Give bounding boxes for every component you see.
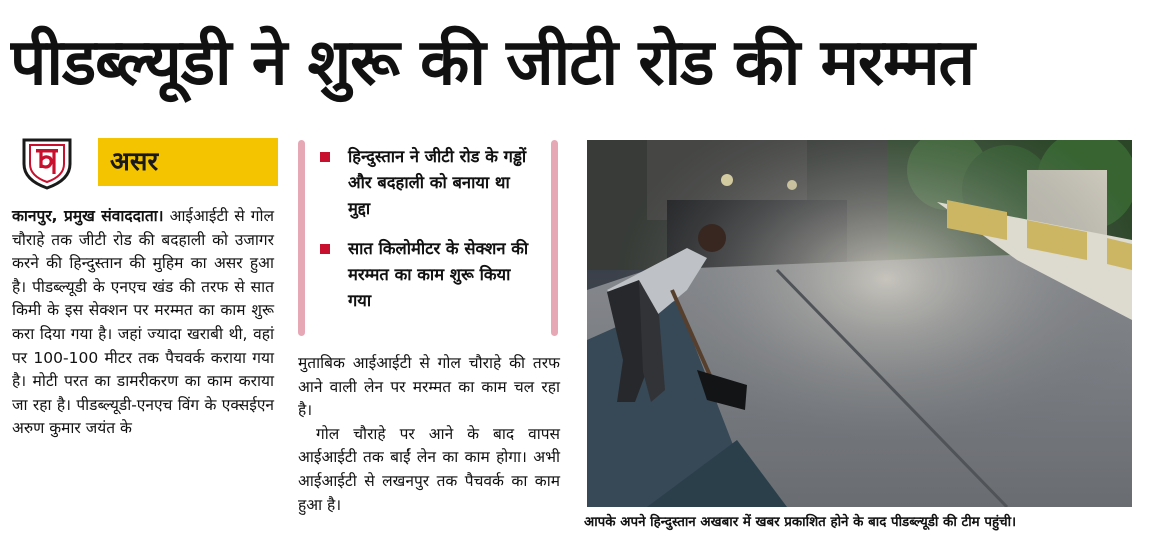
photo-caption: आपके अपने हिन्दुस्तान अखबार में खबर प्रकाशित होने के बाद पीडब्ल्यूडी की टीम पहुंची। [584,515,1017,530]
highlights-box [298,140,558,336]
highlights-border-left [298,140,305,336]
bullet-square-icon [320,244,330,254]
column2-para2: गोल चौराहे पर आने के बाद वापस आईआईटी तक बाईं लेन का काम होगा। अभी आईआईटी से लखनपुर तक पैचवर्क का काम हुआ है। [298,424,560,514]
column1-text: आईआईटी से गोल चौराहे तक जीटी रोड की बदहाली को उजागर करने की हिन्दुस्तान की मुहिम का असर हुआ है। पीडब्ल्यूडी के एनएच खंड की तरफ से सात किमी के इस सेक्शन पर मरम्मत का काम शुरू करा दिया गया है। जहां ज्यादा खराबी थी, वहां पर 100-100 मीटर तक पैचवर्क कराया गया है। मोटी परत का डामरीकरण का काम कराया जा रहा है। पीडब्ल्यूडी-एनएच विंग के एक्सईएन अरुण कुमार जयंत के [12,207,274,438]
dateline: कानपुर, प्रमुख संवाददाता। [12,207,164,225]
article-column-2 [298,352,560,517]
asar-badge [12,134,270,190]
badge-label: असर [110,147,159,177]
highlights-border-right [551,140,558,336]
highlight-item [320,144,530,222]
article-column-1 [12,205,274,441]
highlight-text-2: सात किलोमीटर के सेक्शन की मरम्मत का काम शुरू किया गया [348,239,529,310]
highlight-item [320,236,530,314]
headline: पीडब्ल्यूडी ने शुरू की जीटी रोड की मरम्मत [10,26,974,100]
article-body-1 [12,205,274,441]
highlight-text-1: हिन्दुस्तान ने जीटी रोड के गड्ढों और बदहाली को बनाया था मुद्दा [348,147,527,218]
hindustan-logo-icon [12,134,82,190]
column2-para1: मुताबिक आईआईटी से गोल चौराहे की तरफ आने वाली लेन पर मरम्मत का काम चल रहा है। [298,354,560,420]
news-photo [587,140,1132,507]
bullet-square-icon [320,152,330,162]
